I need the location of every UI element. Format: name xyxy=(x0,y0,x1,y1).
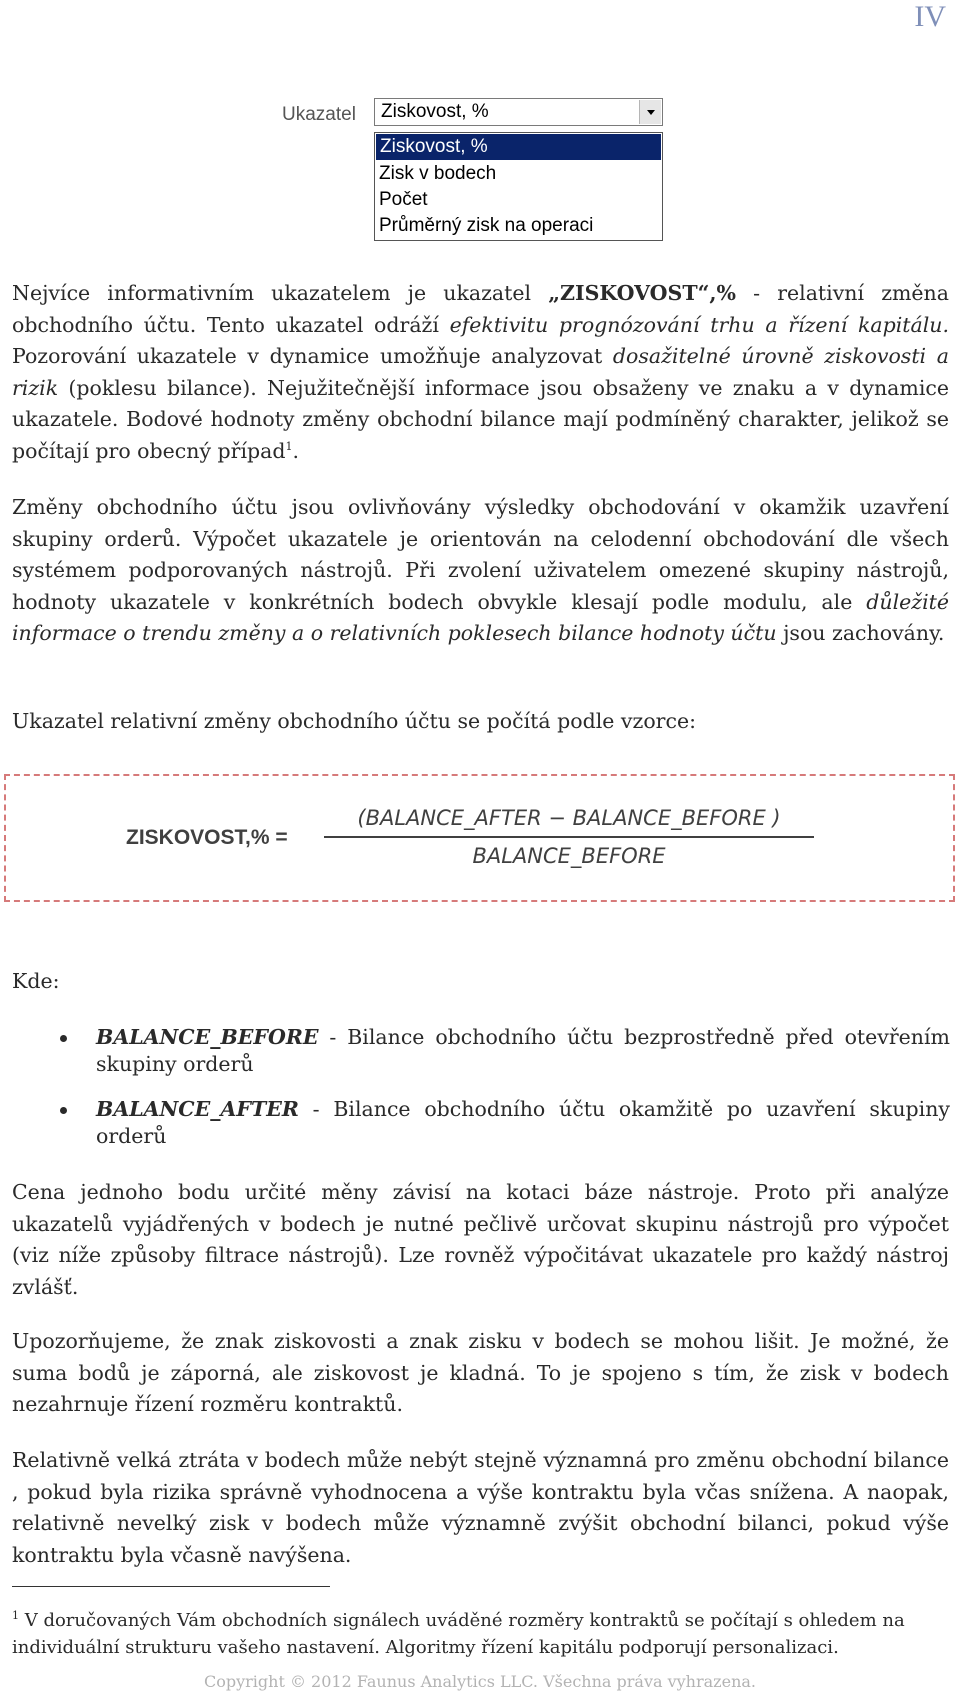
footnote-ref[interactable]: 1 xyxy=(285,439,293,453)
paragraph-relative-loss: Relativně velká ztráta v bodech může nebýt stejně významná pro změnu obchodní bilance , pokud byla rizika správně vyhodnocena a výše kontraktu byla včas snížena. A naopak, relativně nevelký zisk v bodech může významně zvýšit obchodní bilanci, pokud výše kontraktu byla včasně navýšena. xyxy=(12,1448,949,1567)
paragraph-intro: Nejvíce informativním ukazatelem je ukazatel „ZISKOVOST“,% - relativní změna obchodního účtu. Tento ukazatel odráží efektivitu prognózování trhu a řízení kapitálu. Pozorování ukazatele v dynamice umožňuje analyzovat dosažitelné úrovně ziskovosti a rizik (poklesu bilance). Nejužitečnější informace jsou obsaženy ve znaku a v dynamice ukazatele. Bodové hodnoty změny obchodní bilance mají podmíněný charakter, jelikož se počítají pro obecný případ$^1$. xyxy=(12,281,950,463)
footnote: $^1$ V doručovaných Vám obchodních signálech uváděné rozměry kontraktů se počítají s ohledem na individuální strukturu vašeho nastavení. Algoritmy řízení kapitálu podporují personalizaci. xyxy=(12,1609,905,1658)
paragraph-changes: Změny obchodního účtu jsou ovlivňovány výsledky obchodování v okamžik uzavření skupiny orderů. Výpočet ukazatele je orientován na celodenní obchodování dle všech systémem podporovaných nástrojů. Při zvolení uživatelem omezené skupiny nástrojů, hodnoty ukazatele v konkrétních bodech obvykle klesají podle modulu, ale důležité informace o trendu změny a o relativních poklesech bilance hodnoty účtu jsou zachovány. xyxy=(12,495,949,645)
formula-numerator: (BALANCE_AFTER − BALANCE_BEFORE ) xyxy=(357,806,781,830)
paragraph-formula-intro: Ukazatel relativní změny obchodního účtu se počítá podle vzorce: xyxy=(12,709,696,733)
bullet-term: BALANCE_BEFORE xyxy=(96,1025,319,1049)
list-item: BALANCE_AFTER - Bilance obchodního účtu okamžitě po uzavření skupiny orderů xyxy=(60,1096,950,1150)
fraction-bar xyxy=(324,836,814,838)
formula-lhs: ZISKOVOST,% = xyxy=(126,826,288,849)
kde-heading: Kde: xyxy=(12,969,60,993)
copyright: Copyright © 2012 Faunus Analytics LLC. Všechna práva vyhrazena. xyxy=(203,1672,756,1691)
option-ziskovost[interactable]: Ziskovost, % xyxy=(376,134,661,160)
paragraph-point-price: Cena jednoho bodu určité měny závisí na kotaci báze nástroje. Proto při analýze ukazatelů vyjádřených v bodech je nutné pečlivě určovat skupinu nástrojů pro výpočet (viz níže způsoby filtrace nástrojů). Lze rovněž výpočitávat ukazatele pro každý nástroj zvlášť. xyxy=(12,1180,949,1299)
option-zisk-v-bodech[interactable]: Zisk v bodech xyxy=(379,163,497,184)
bullet-icon xyxy=(60,1107,67,1114)
bullet-term: BALANCE_AFTER xyxy=(96,1097,299,1121)
list-item: BALANCE_BEFORE - Bilance obchodního účtu bezprostředně před otevřením skupiny orderů xyxy=(60,1024,950,1078)
select-value: Ziskovost, % xyxy=(381,101,489,122)
formula-box xyxy=(4,774,955,902)
bullet-icon xyxy=(60,1035,67,1042)
indicator-select[interactable] xyxy=(374,98,663,126)
chevron-down-icon[interactable] xyxy=(639,100,661,124)
ziskovost-term: „ZISKOVOST“,% xyxy=(548,281,737,305)
dropdown-options-list xyxy=(374,132,663,241)
option-prumerny-zisk[interactable]: Průměrný zisk na operaci xyxy=(379,215,594,236)
formula-fraction xyxy=(324,806,814,868)
option-pocet[interactable]: Počet xyxy=(379,189,428,210)
dropdown-label: Ukazatel xyxy=(282,104,356,125)
formula-denominator: BALANCE_BEFORE xyxy=(472,844,666,868)
page-number: IV xyxy=(914,0,946,33)
footnote-divider xyxy=(12,1586,330,1587)
paragraph-sign-warning: Upozorňujeme, že znak ziskovosti a znak zisku v bodech se mohou lišit. Je možné, že suma bodů je záporná, ale ziskovost je kladná. To je spojeno s tím, že zisk v bodech nezahrnuje řízení rozměru kontraktů. xyxy=(12,1329,949,1416)
